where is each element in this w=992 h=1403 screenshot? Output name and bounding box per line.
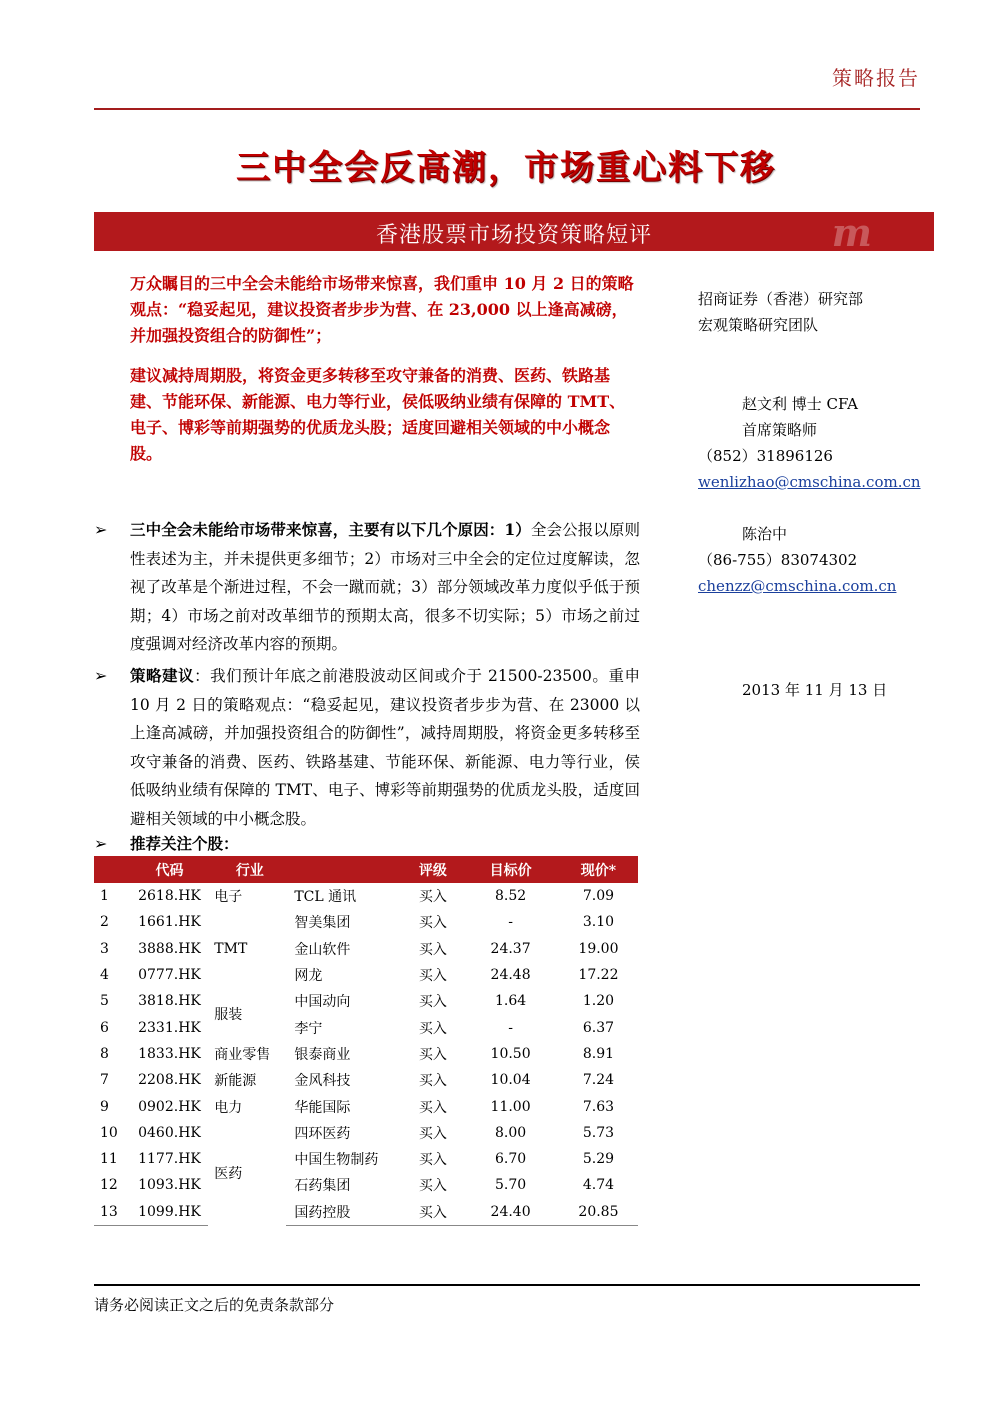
bullet-arrow-icon: ➢ xyxy=(94,666,108,685)
highlight-paragraph-2: 建议减持周期股，将资金更多转移至攻守兼备的消费、医药、铁路基建、节能环保、新能源、电力等行业，侯低吸纳业绩有保障的 TMT、电子、博彩等前期强势的优质龙头股；适度回避相关领域的中小概念股。 xyxy=(130,366,626,463)
cell-code: 0460.HK xyxy=(138,1124,201,1141)
table-row xyxy=(94,1120,638,1146)
cell-rating: 买入 xyxy=(418,1099,447,1116)
cell-name: 中国生物制药 xyxy=(294,1152,379,1169)
cell-code: 1661.HK xyxy=(138,914,201,931)
report-title: 三中全会反高潮，市场重心料下移 xyxy=(236,148,776,188)
cell-current: 7.63 xyxy=(582,1098,615,1115)
table-row xyxy=(94,962,638,988)
cell-rating: 买入 xyxy=(418,1046,447,1063)
table-row xyxy=(94,936,638,962)
cell-rating: 买入 xyxy=(418,1073,447,1090)
cell-index: 13 xyxy=(94,1199,131,1226)
footer-divider xyxy=(94,1284,920,1286)
cell-index: 5 xyxy=(100,993,109,1010)
cell-rating: 买入 xyxy=(418,1125,447,1142)
cell-name: 中国动向 xyxy=(294,994,351,1011)
header-code: 代码 xyxy=(131,856,209,883)
cell-target: 24.37 xyxy=(490,940,531,957)
cell-index: 7 xyxy=(100,1072,109,1089)
cell-code: 2618.HK xyxy=(138,888,201,905)
cell-industry: 服装 xyxy=(214,1007,243,1024)
table-row xyxy=(94,1067,638,1093)
cell-industry: 电子 xyxy=(214,889,243,906)
cell-code: 1099.HK xyxy=(131,1199,209,1226)
cell-current: 4.74 xyxy=(582,1177,615,1194)
cell-rating: 买入 xyxy=(418,889,447,906)
analyst-2-phone: （86-755）83074302 xyxy=(698,551,858,569)
org-line-1: 招商证券（香港）研究部 xyxy=(698,290,864,308)
cell-target: - xyxy=(508,1019,513,1036)
bullet-strategy-lead: 策略建议 xyxy=(130,666,195,685)
cell-current: 7.09 xyxy=(582,888,615,905)
bullet-arrow-icon: ➢ xyxy=(94,520,108,539)
report-type-label: 策略报告 xyxy=(832,66,920,90)
cell-name: TCL 通讯 xyxy=(294,889,357,906)
table-header-row xyxy=(94,856,638,883)
cell-target: - xyxy=(508,914,513,931)
cell-current: 1.20 xyxy=(582,993,615,1010)
header-rating: 评级 xyxy=(403,856,462,883)
header-current: 现价* xyxy=(559,856,638,883)
analyst-1-name: 赵文利 博士 CFA xyxy=(742,395,858,413)
cell-target: 11.00 xyxy=(490,1098,531,1115)
report-date: 2013 年 11 月 13 日 xyxy=(742,681,888,699)
cell-target: 8.00 xyxy=(495,1124,527,1141)
cell-target: 10.50 xyxy=(490,1045,531,1062)
top-divider xyxy=(94,108,920,110)
disclaimer-note: 请务必阅读正文之后的免责条款部分 xyxy=(94,1296,335,1314)
cell-index: 9 xyxy=(100,1098,109,1115)
table-row xyxy=(94,1041,638,1067)
table-body xyxy=(94,883,638,1225)
cell-current: 19.00 xyxy=(578,940,619,957)
cell-target: 5.70 xyxy=(495,1177,527,1194)
banner-text: 香港股票市场投资策略短评 xyxy=(375,223,652,248)
cell-industry: 电力 xyxy=(214,1099,243,1116)
table-row xyxy=(94,1014,638,1040)
research-dept xyxy=(698,286,863,338)
cell-code: 1177.HK xyxy=(138,1151,201,1168)
cell-current: 20.85 xyxy=(559,1199,638,1226)
header-index xyxy=(94,856,131,883)
cell-name: 四环医药 xyxy=(294,1125,351,1142)
cell-index: 2 xyxy=(100,914,109,931)
cell-current: 8.91 xyxy=(582,1045,615,1062)
cell-code: 3888.HK xyxy=(138,940,201,957)
cell-target: 24.48 xyxy=(490,967,531,984)
brand-logo: m xyxy=(831,212,868,251)
recommended-stocks-heading: 推荐关注个股： xyxy=(130,834,239,853)
bullet-reasons-lead: 三中全会未能给市场带来惊喜，主要有以下几个原因：1） xyxy=(130,520,531,539)
cell-industry: TMT xyxy=(214,940,248,957)
cell-name: 网龙 xyxy=(294,968,323,985)
analyst-1-phone: （852）31896126 xyxy=(698,447,833,465)
cell-rating: 买入 xyxy=(418,1178,447,1195)
header-target: 目标价 xyxy=(462,856,559,883)
cell-code: 0902.HK xyxy=(138,1098,201,1115)
analyst-2-name: 陈治中 xyxy=(742,525,788,543)
header-industry: 行业 xyxy=(208,856,286,883)
cell-index: 6 xyxy=(100,1019,109,1036)
cell-code: 0777.HK xyxy=(138,967,201,984)
cell-rating: 买入 xyxy=(418,915,447,932)
cell-index: 3 xyxy=(100,940,109,957)
cell-name: 银泰商业 xyxy=(294,1046,351,1063)
bullet-arrow-icon: ➢ xyxy=(94,834,108,853)
cell-current: 17.22 xyxy=(578,967,619,984)
table-row xyxy=(94,1172,638,1198)
cell-index: 10 xyxy=(100,1124,118,1141)
cell-target: 6.70 xyxy=(495,1151,527,1168)
table-row xyxy=(94,909,638,935)
cell-target: 1.64 xyxy=(495,993,527,1010)
table-row xyxy=(94,1146,638,1172)
cell-index: 1 xyxy=(100,888,109,905)
cell-code: 3818.HK xyxy=(138,993,201,1010)
cell-rating: 买入 xyxy=(403,1199,462,1226)
cell-index: 11 xyxy=(100,1151,118,1168)
cell-index: 12 xyxy=(100,1177,118,1194)
cell-rating: 买入 xyxy=(418,1020,447,1037)
cell-name: 金山软件 xyxy=(294,941,351,958)
cell-current: 6.37 xyxy=(582,1019,615,1036)
cell-name: 石药集团 xyxy=(294,1178,351,1195)
subtitle-banner xyxy=(94,212,934,251)
bullet-reasons-body: 全会公报以原则性表述为主，并未提供更多细节；2）市场对三中全会的定位过度解读，忽视了改革是个渐进过程，不会一蹴而就；3）部分领域改革力度似乎低于预期；4）市场之前对改革细节的预期太高，很多不切实际；5）市场之前过度强调对经济改革内容的预期。 xyxy=(130,521,640,653)
cell-industry: 医药 xyxy=(214,1165,243,1182)
cell-index: 8 xyxy=(100,1045,109,1062)
table-row xyxy=(94,1093,638,1119)
cell-current: 3.10 xyxy=(582,914,615,931)
cell-name: 国药控股 xyxy=(286,1199,403,1226)
cell-code: 2208.HK xyxy=(138,1072,201,1089)
table-row xyxy=(94,883,638,909)
analyst-1-email-link[interactable]: wenlizhao@cmschina.com.cn xyxy=(698,473,921,491)
cell-code: 2331.HK xyxy=(138,1019,201,1036)
cell-target: 24.40 xyxy=(462,1199,559,1226)
cell-index: 4 xyxy=(100,967,109,984)
cell-name: 李宁 xyxy=(294,1020,323,1037)
cell-rating: 买入 xyxy=(418,941,447,958)
analyst-1-block xyxy=(698,391,921,495)
cell-rating: 买入 xyxy=(418,994,447,1011)
cell-rating: 买入 xyxy=(418,1152,447,1169)
bullet-strategy xyxy=(130,662,640,833)
cell-code: 1093.HK xyxy=(138,1177,201,1194)
highlight-paragraph-1: 万众瞩目的三中全会未能给市场带来惊喜，我们重申 10 月 2 日的策略观点：“稳妥起见，建议投资者步步为营、在 23,000 以上逢高减磅，并加强投资组合的防御性”； xyxy=(130,274,634,345)
org-line-2: 宏观策略研究团队 xyxy=(698,316,819,334)
cell-target: 8.52 xyxy=(495,888,527,905)
cell-current: 7.24 xyxy=(582,1072,615,1089)
recommended-stocks-table xyxy=(94,856,638,1226)
cell-current: 5.73 xyxy=(582,1124,615,1141)
table-row xyxy=(94,988,638,1014)
bullet-reasons xyxy=(130,516,640,659)
cell-rating: 买入 xyxy=(418,968,447,985)
cell-industry: 新能源 xyxy=(214,1073,257,1090)
cell-name: 金风科技 xyxy=(294,1073,351,1090)
cell-industry: 商业零售 xyxy=(214,1046,271,1063)
analyst-2-email-link[interactable]: chenzz@cmschina.com.cn xyxy=(698,577,897,595)
cell-current: 5.29 xyxy=(582,1151,615,1168)
table-row xyxy=(94,1199,638,1226)
bullet-strategy-body: ：我们预计年底之前港股波动区间或介于 21500-23500。重申 10 月 2 日的策略观点：“稳妥起见，建议投资者步步为营、在 23000 以上逢高减磅，并加强投资组合的防御性”，减持周期股，将资金更多转移至攻守兼备的消费、医药、铁路基建、节能环保、新能源、电力等行业，侯低吸纳业绩有保障的 TMT、电子、博彩等前期强势的优质龙头股，适度回避相关领域的中小概念股。 xyxy=(130,667,640,828)
analyst-1-title: 首席策略师 xyxy=(742,421,818,439)
header-name xyxy=(286,856,403,883)
analyst-2-block xyxy=(698,521,896,599)
cell-code: 1833.HK xyxy=(138,1045,201,1062)
cell-name: 智美集团 xyxy=(294,915,351,932)
cell-name: 华能国际 xyxy=(294,1099,351,1116)
cell-target: 10.04 xyxy=(490,1072,531,1089)
